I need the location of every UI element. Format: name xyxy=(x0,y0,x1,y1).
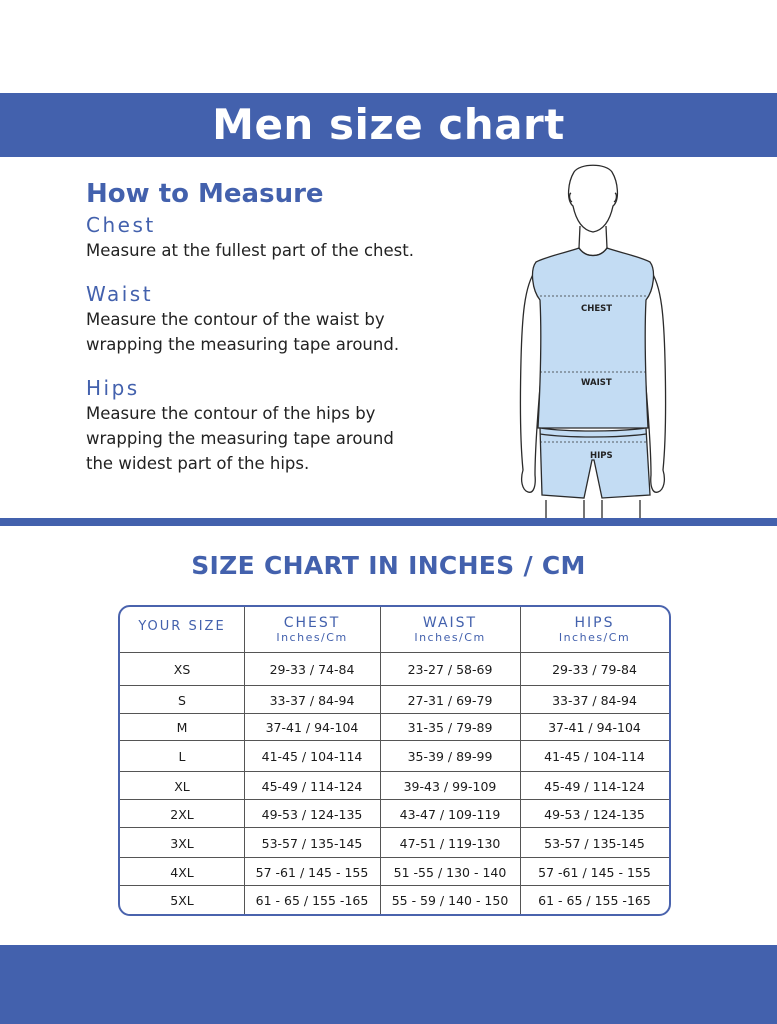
row-divider xyxy=(120,799,669,800)
hips-label: HIPS xyxy=(590,451,613,461)
neck-outline xyxy=(579,226,607,248)
waist-cell: 27-31 / 69-79 xyxy=(407,692,493,708)
torso-shirt xyxy=(533,248,654,428)
waist-cell: 55 - 59 / 140 - 150 xyxy=(391,892,509,908)
chest-column-unit: Inches/Cm xyxy=(276,631,348,644)
table-row xyxy=(120,858,669,886)
size-cell: M xyxy=(176,720,188,735)
chest-cell: 49-53 / 124-135 xyxy=(261,806,363,822)
waist-cell: 35-39 / 89-99 xyxy=(407,749,493,764)
waist-column-unit: Inches/Cm xyxy=(414,631,486,644)
footer-bar xyxy=(0,945,777,1024)
table-row xyxy=(120,714,669,741)
hips-cell: 61 - 65 / 155 -165 xyxy=(538,892,651,908)
waist-column-title: WAIST xyxy=(422,615,478,631)
chest-cell: 33-37 / 84-94 xyxy=(269,692,355,708)
size-cell: 3XL xyxy=(170,835,194,851)
size-cell: S xyxy=(178,692,186,708)
table-row xyxy=(120,886,669,914)
size-cell: XL xyxy=(174,778,190,794)
waist-cell: 43-47 / 109-119 xyxy=(399,806,501,822)
hips-cell: 45-49 / 114-124 xyxy=(544,778,645,794)
table-row xyxy=(120,828,669,858)
chest-cell: 53-57 / 135-145 xyxy=(261,835,363,851)
row-divider xyxy=(120,857,669,858)
hips-heading: Hips xyxy=(86,376,140,400)
waist-cell: 39-43 / 99-109 xyxy=(403,778,497,794)
hips-column-header xyxy=(520,607,669,653)
waist-cell: 51 -55 / 130 - 140 xyxy=(393,864,507,880)
size-chart-title: SIZE CHART IN INCHES / CM xyxy=(191,551,586,580)
size-cell: 4XL xyxy=(170,864,194,880)
hips-cell: 29-33 / 79-84 xyxy=(552,662,637,677)
section-divider xyxy=(0,518,777,526)
table-row xyxy=(120,800,669,828)
legs xyxy=(546,500,640,520)
size-cell: 5XL xyxy=(170,892,194,908)
waist-cell: 31-35 / 79-89 xyxy=(407,720,493,735)
chest-cell: 29-33 / 74-84 xyxy=(269,662,355,677)
chest-column-header xyxy=(244,607,380,653)
waist-column-header xyxy=(380,607,520,653)
chest-cell: 45-49 / 114-124 xyxy=(261,778,363,794)
row-divider xyxy=(120,771,669,772)
shorts xyxy=(540,428,650,498)
page-title: Men size chart xyxy=(0,93,777,157)
chest-cell: 61 - 65 / 155 -165 xyxy=(255,892,369,908)
row-divider xyxy=(120,740,669,741)
hips-cell: 33-37 / 84-94 xyxy=(552,692,637,708)
chest-column-title: CHEST xyxy=(283,615,341,631)
hips-cell: 53-57 / 135-145 xyxy=(544,835,645,851)
hips-description-line: wrapping the measuring tape around xyxy=(86,429,394,448)
chest-label: CHEST xyxy=(581,304,613,314)
size-column-header xyxy=(120,607,244,653)
hips-description-line: the widest part of the hips. xyxy=(86,454,310,473)
chest-description: Measure at the fullest part of the chest. xyxy=(86,241,414,260)
size-cell: L xyxy=(178,749,186,764)
row-divider xyxy=(120,713,669,714)
waist-description-line: Measure the contour of the waist by xyxy=(86,310,385,329)
head-outline xyxy=(569,165,618,232)
size-chart-table xyxy=(118,605,671,916)
chest-cell: 37-41 / 94-104 xyxy=(265,720,359,735)
waist-label: WAIST xyxy=(581,378,612,388)
waist-description-line: wrapping the measuring tape around. xyxy=(86,335,400,354)
table-row xyxy=(120,653,669,686)
chest-cell: 57 -61 / 145 - 155 xyxy=(255,864,369,880)
table-row xyxy=(120,741,669,772)
waist-cell: 23-27 / 58-69 xyxy=(407,662,493,677)
chest-heading: Chest xyxy=(86,213,156,237)
waist-heading: Waist xyxy=(86,282,154,306)
row-divider xyxy=(120,685,669,686)
hips-description-line: Measure the contour of the hips by xyxy=(86,404,376,423)
row-divider xyxy=(120,827,669,828)
hips-cell: 49-53 / 124-135 xyxy=(544,806,645,822)
how-to-measure-title: How to Measure xyxy=(86,179,324,209)
size-cell: XS xyxy=(173,662,191,677)
size-column-title: YOUR SIZE xyxy=(138,619,226,634)
table-row xyxy=(120,686,669,714)
table-row xyxy=(120,772,669,800)
hips-column-unit: Inches/Cm xyxy=(558,631,631,644)
waist-cell: 47-51 / 119-130 xyxy=(399,835,501,851)
row-divider xyxy=(120,885,669,886)
hips-cell: 57 -61 / 145 - 155 xyxy=(538,864,651,880)
how-to-measure xyxy=(86,176,516,476)
chest-cell: 41-45 / 104-114 xyxy=(261,749,363,764)
body-measurement-figure xyxy=(508,160,678,522)
hips-cell: 41-45 / 104-114 xyxy=(544,749,645,764)
size-cell: 2XL xyxy=(170,806,194,822)
hips-column-title: HIPS xyxy=(574,615,615,631)
hips-cell: 37-41 / 94-104 xyxy=(548,720,641,735)
